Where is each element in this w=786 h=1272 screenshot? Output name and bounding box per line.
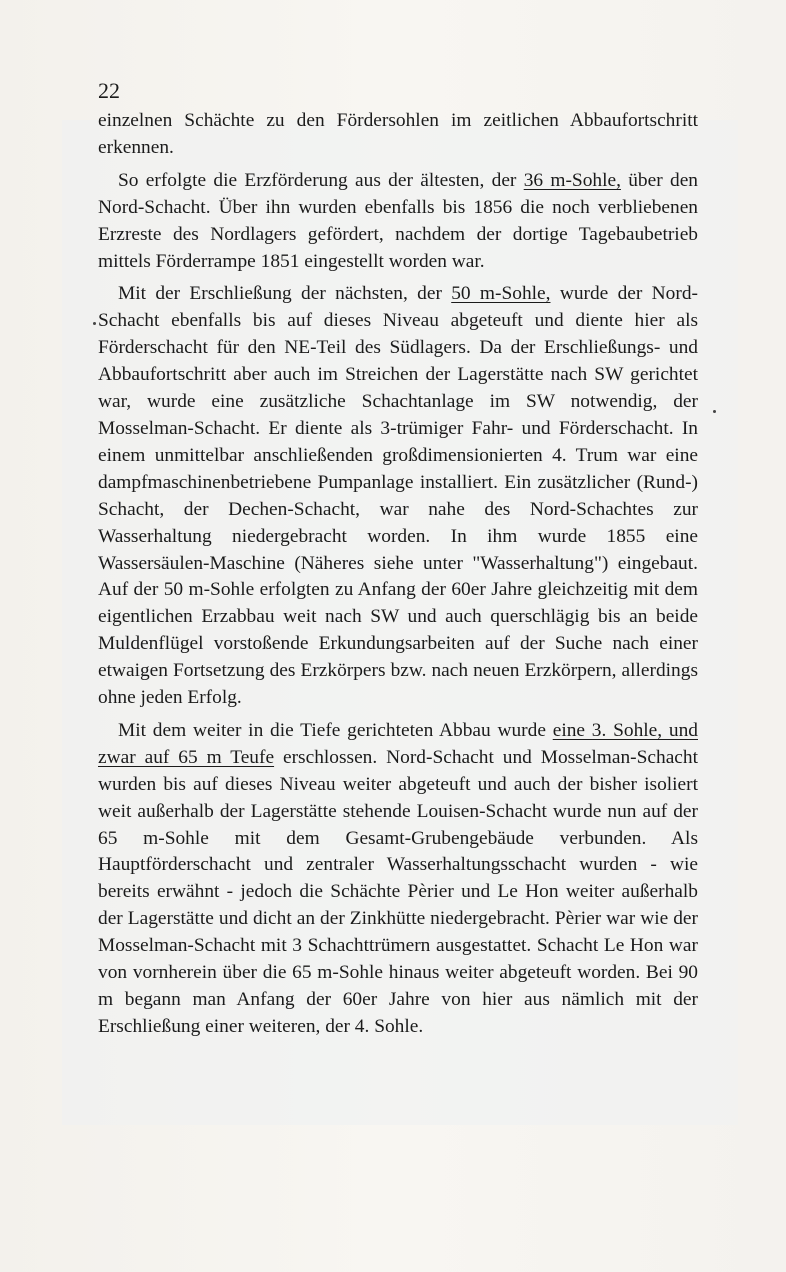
underlined-term: 36 m-Sohle,	[523, 169, 621, 191]
paragraph	[98, 108, 698, 162]
paragraph	[98, 281, 698, 712]
text-run: So erfolgte die Erzförderung aus der ältesten, der	[118, 169, 524, 191]
text-run: einzelnen Schächte zu den Fördersohlen im zeitlichen Abbaufortschritt erkennen.	[98, 110, 698, 158]
print-speck	[93, 322, 96, 325]
underlined-term: eine 3. Sohle, und zwar auf 65 m Teufe	[98, 719, 698, 768]
page-number: 22	[98, 78, 120, 103]
underlined-term: 50 m-Sohle,	[451, 283, 551, 305]
paragraph	[98, 718, 698, 1041]
text-run: über den Nord-Schacht. Über ihn wurden ebenfalls bis 1856 die noch verbliebenen Erzreste des Nordlagers gefördert, nachdem der dortige Tagebaubetrieb mittels Förderrampe 1851 eingestellt worden war.	[98, 169, 698, 272]
paragraph	[98, 168, 698, 276]
text-run: erschlossen. Nord-Schacht und Mosselman-Schacht wurden bis auf dieses Niveau weiter abgeteuft und auch der bisher isoliert weit außerhalb der Lagerstätte stehende Louisen-Schacht wurde nun auf der 65 m-Sohle mit dem Gesamt-Grubengebäude verbunden. Als Hauptförderschacht und zentraler Wasserhaltungsschacht wurden - wie bereits erwähnt - jedoch die Schächte Pèrier und Le Hon weiter außerhalb der Lagerstätte und dicht an der Zinkhütte niedergebracht. Pèrier war wie der Mosselman-Schacht mit 3 Schachttrümern ausgestattet. Schacht Le Hon war von vornherein über die 65 m-Sohle hinaus weiter abgeteuft worden. Bei 90 m begann man Anfang der 60er Jahre von hier aus nämlich mit der Erschließung einer weiteren, der 4. Sohle.	[98, 746, 698, 1037]
print-speck	[713, 410, 716, 413]
text-run: Mit der Erschließung der nächsten, der	[118, 283, 452, 305]
text-run: Mit dem weiter in die Tiefe gerichteten Abbau wurde	[118, 719, 553, 741]
body-text	[98, 108, 698, 1047]
text-run: wurde der Nord-Schacht ebenfalls bis auf dieses Niveau abgeteuft und diente hier als Förderschacht für den NE-Teil des Südlagers. Da der Erschließungs- und Abbaufortschritt aber auch im Streichen der Lagerstätte nach SW gerichtet war, wurde eine zusätzliche Schachtanlage im SW notwendig, der Mosselman-Schacht. Er diente als 3-trümiger Fahr- und Förderschacht. In einem unmittelbar anschließenden großdimensionierten 4. Trum war eine dampfmaschinenbetriebene Pumpanlage installiert. Ein zusätzlicher (Rund-) Schacht, der Dechen-Schacht, war nahe des Nord-Schachtes zur Wasserhaltung niedergebracht worden. In ihm wurde 1855 eine Wassersäulen-Maschine (Näheres siehe unter "Wasserhaltung") eingebaut. Auf der 50 m-Sohle erfolgten zu Anfang der 60er Jahre gleichzeitig mit dem eigentlichen Erzabbau weit nach SW und auch querschlägig bis an beide Muldenflügel vorstoßende Erkundungsarbeiten auf der Suche nach einer etwaigen Fortsetzung des Erzkörpers bzw. nach neuen Erzkörpern, allerdings ohne jeden Erfolg.	[98, 283, 698, 709]
